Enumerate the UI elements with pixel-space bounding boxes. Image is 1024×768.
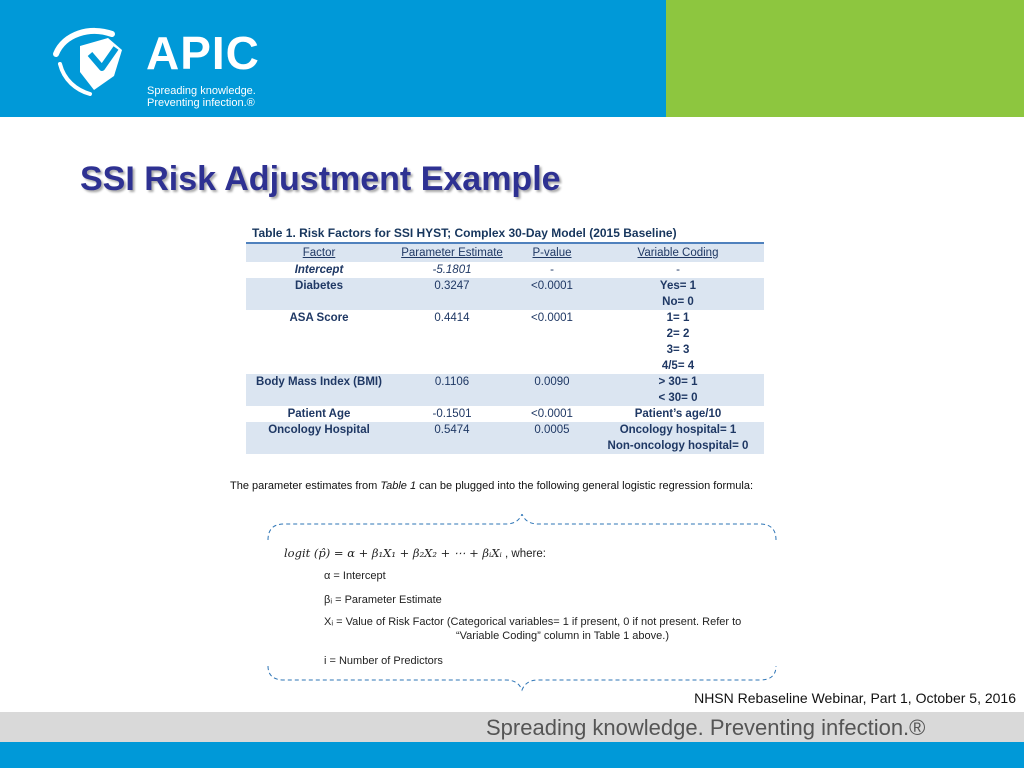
estimate-cell: 0.3247	[392, 278, 512, 310]
factor-cell: Patient Age	[287, 408, 351, 420]
definition-beta: βᵢ = Parameter Estimate	[324, 594, 442, 606]
coding-line: 3= 3	[666, 344, 690, 356]
factor-cell: Body Mass Index (BMI)	[246, 374, 392, 406]
factor-cell: Diabetes	[246, 278, 392, 310]
formula-expression: logit (p̂) = α + β₁X₁ + β₂X₂ + ⋯ + βᵢXᵢ	[284, 546, 502, 560]
factor-cell: Intercept	[294, 264, 344, 276]
coding-line: Yes= 1	[659, 280, 697, 292]
footer-blue-band	[0, 742, 1024, 768]
footer-webinar-note: NHSN Rebaseline Webinar, Part 1, October 5, 2016	[694, 690, 1016, 706]
pvalue-cell: <0.0001	[531, 408, 573, 420]
table-row	[246, 422, 764, 454]
apic-logo-text: APIC	[146, 27, 260, 79]
coding-line: 2= 2	[666, 328, 690, 340]
column-header: Parameter Estimate	[392, 244, 512, 262]
logistic-formula	[284, 546, 546, 560]
factor-cell: ASA Score	[289, 312, 349, 324]
note-emphasis: Table 1	[380, 480, 417, 492]
estimate-cell: -5.1801	[432, 264, 472, 276]
table-row	[246, 406, 764, 422]
definition-x: Xᵢ = Value of Risk Factor (Categorical variables= 1 if present, 0 if not present. Refer to	[324, 616, 742, 628]
logo-tagline	[147, 85, 256, 109]
logo-tagline-line1: Spreading knowledge.	[147, 85, 256, 97]
coding-cell	[592, 310, 764, 374]
table-row	[246, 262, 764, 278]
definition-x-continued: “Variable Coding” column in Table 1 above.)	[456, 630, 669, 642]
coding-line: Oncology hospital= 1	[619, 424, 737, 436]
formula-intro-note	[230, 480, 753, 492]
table-caption: Table 1. Risk Factors for SSI HYST; Complex 30-Day Model (2015 Baseline)	[246, 224, 764, 244]
logo-tagline-line2: Preventing infection.®	[147, 97, 255, 109]
table-row	[246, 310, 764, 374]
column-header: Factor	[246, 244, 392, 262]
coding-cell	[592, 278, 764, 310]
estimate-cell: 0.4414	[434, 312, 470, 324]
formula-where: , where:	[501, 548, 546, 560]
pvalue-cell: 0.0090	[512, 374, 592, 406]
factor-cell: Oncology Hospital	[246, 422, 392, 454]
column-header: Variable Coding	[592, 244, 764, 262]
note-before: The parameter estimates from	[230, 480, 381, 492]
estimate-cell: -0.1501	[432, 408, 472, 420]
coding-line: Patient’s age/10	[634, 408, 722, 420]
pvalue-cell: <0.0001	[512, 278, 592, 310]
footer-tagline: Spreading knowledge. Preventing infection.®	[486, 715, 926, 740]
estimate-cell: 0.5474	[392, 422, 512, 454]
coding-cell	[592, 374, 764, 406]
coding-line: -	[676, 264, 680, 276]
table-header-row	[246, 244, 764, 262]
coding-line: Non-oncology hospital= 0	[607, 440, 749, 452]
coding-line: No= 0	[662, 296, 694, 308]
column-header: P-value	[512, 244, 592, 262]
table-row	[246, 374, 764, 406]
definition-alpha: α = Intercept	[324, 570, 386, 582]
pvalue-cell: -	[550, 264, 554, 276]
coding-line: 1= 1	[666, 312, 690, 324]
coding-cell	[592, 406, 764, 422]
coding-line: > 30= 1	[658, 376, 698, 388]
coding-line: < 30= 0	[658, 392, 698, 404]
coding-cell	[592, 262, 764, 278]
slide-title: SSI Risk Adjustment Example	[80, 160, 561, 198]
risk-factors-table	[246, 224, 764, 454]
apic-shield-icon	[50, 24, 136, 96]
header-green-band	[666, 0, 1024, 117]
pvalue-cell: 0.0005	[512, 422, 592, 454]
definition-i: i = Number of Predictors	[324, 655, 443, 667]
pvalue-cell: <0.0001	[531, 312, 573, 324]
estimate-cell: 0.1106	[392, 374, 512, 406]
table-row	[246, 278, 764, 310]
coding-line: 4/5= 4	[661, 360, 695, 372]
coding-cell	[592, 422, 764, 454]
note-after: can be plugged into the following general logistic regression formula:	[416, 480, 754, 492]
